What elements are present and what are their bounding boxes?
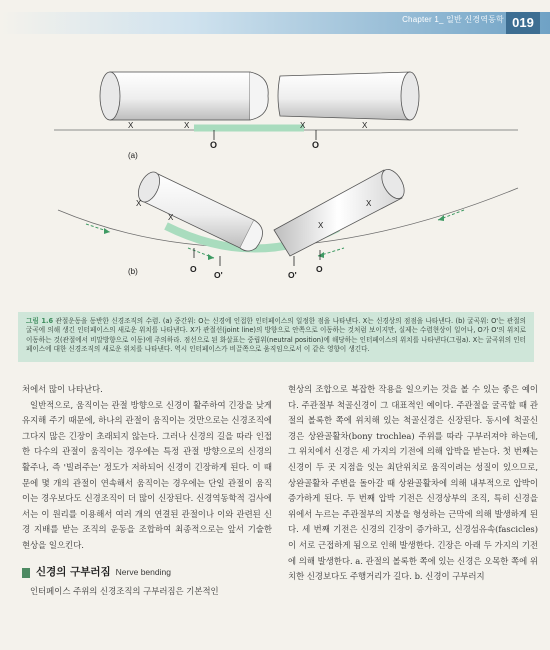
- marker-x-b4: X: [366, 199, 372, 208]
- marker-o-prime-b2: O': [288, 270, 297, 280]
- section-heading: [22, 562, 272, 584]
- nerve-convergence-figure: [18, 42, 534, 312]
- left-paragraph-2: 일반적으로, 움직이는 관절 방향으로 신경이 활주하여 긴장을 낮게 유지해 주기 때문에, 하나의 관절이 움직이는 것만으로는 신경조직에 그다지 많은 긴장이 초래되지 않는다. 그러나 신경의 길을 따라 인접한 다수의 관절이 움직이는 경우에는 특정 관절 방향으로의 신경의 활주나, 즉 '빌려주는' 정도가 저하되어 신경이 긴장하게 된다. 이 때문에 몇 개의 관절이 연속해서 움직이는 경우에는 단일 관절이 움직이는 경우보다도 신경조직이 더 많이 신장된다. 신경역동학적 검사에서는 이 원리를 이용해서 여러 개의 연결된 관절이나 이와 관련된 신경 지배를 받는 조직의 운동을 조합하여 최종적으로는 앞서 기술한 현상을 일으킨다.: [22, 399, 272, 550]
- marker-x-b3: X: [318, 221, 324, 230]
- marker-o-b1: O: [190, 264, 197, 274]
- left-paragraph-1: 처에서 많이 나타난다.: [22, 384, 103, 394]
- marker-x-b2: X: [168, 213, 174, 222]
- left-paragraph-3: 인터페이스 주위의 신경조직의 구부러짐은 기본적인: [30, 585, 219, 596]
- section-title-en: Nerve bending: [115, 566, 171, 577]
- section-title-ko: 신경의 구부러짐: [36, 565, 111, 578]
- panel-b-label: (b): [128, 267, 138, 276]
- marker-x-a2: X: [184, 121, 190, 130]
- marker-o-b2: O: [316, 264, 323, 274]
- left-column: [22, 382, 272, 599]
- marker-x-a4: X: [362, 121, 368, 130]
- marker-x-a1: X: [128, 121, 134, 130]
- caption-label: 그림 1.6: [26, 317, 54, 325]
- distal-bone-flexed: [274, 166, 409, 256]
- arrow-heads: [104, 215, 444, 260]
- chapter-title: Chapter 1_ 일반 신경역동학: [402, 15, 504, 24]
- panel-a-label: (a): [128, 151, 138, 160]
- panel-a: [54, 72, 518, 160]
- figure-caption: [18, 312, 534, 362]
- marker-x-b1: X: [136, 199, 142, 208]
- marker-o-a2: O: [312, 140, 320, 150]
- page-number: 019: [506, 12, 540, 34]
- proximal-bone: [100, 72, 268, 120]
- section-marker: [22, 568, 30, 578]
- caption-body: 관절운동을 동반한 신경조직의 수렴. (a) 중간위: O는 신경에 인접한 인터페이스의 일정한 점을 나타낸다. X는 신경상의 점점을 나타낸다. (b) 굴곡위: O'는 관절의 굴곡에 의해 생긴 인터페이스의 새로운 위치를 나타낸다. X가 관절선(joint line)의 방향으로 안쪽으로 이동하는 것처럼 보이지만, 실제는 수렴현상이 일어나, O가 O'의 위치로 이동하는 것(관절에서 비말방향으로 이동)에 주의하라. 점선으로 된 화살표는 중립위(neutral position)에 해당하는 인터페이스의 위치를 나타낸다(그림a). X는 굴곡위의 인터페이스에 대한 신경조직의 새로운 위치를 나타낸다. 역시 인터페이스가 비끌쪽으로 움직임으로서 이 같은 영향이 생긴다.: [26, 317, 526, 354]
- marker-x-a3: X: [300, 121, 306, 130]
- right-paragraph-1: 현상의 조합으로 복잡한 작용을 일으키는 것을 볼 수 있는 좋은 예이다. 주관절부 척골신경이 그 대표적인 예이다. 주관절을 굴곡할 때 관절의 볼록한 쪽에 위치해 있는 척골신경은 신장된다. 동시에 척골신경은 상완골활차(bony trochlea) 주위를 따라 구부러져야 하는데, 그 위치에서 신경은 세 가지의 기전에 의해 압박을 받는다. 첫 번째는 신경이 두 곳 지점을 잇는 최단위치로 움직이려는 성질이 있으므로, 상완골활차 주변을 돌아갈 때 상완골활차에 의해 내부적으로 압박이 증가하게 된다. 두 번째 압박 기전은 신경상부의 조직, 특히 신경을 위에서 누르는 주관절부의 지붕을 형성하는 근막에 의해 발생하게 된다. 세 번째 기전은 신경의 긴장이 증가하고, 신경섬유속(fascicles)이 서로 근접하게 됨으로 인해 발생한다. 긴장은 아래 두 가지의 기전에 의해 발생한다. a. 관절의 볼록한 쪽에 있는 신경은 오목한 쪽에 위치한 신경보다도 주행거리가 길다. b. 신경이 구부러지: [288, 384, 538, 582]
- panel-b: [58, 166, 518, 280]
- right-column: [288, 382, 538, 585]
- marker-o-prime-b1: O': [214, 270, 223, 280]
- distal-bone: [278, 72, 419, 120]
- marker-o-a1: O: [210, 140, 218, 150]
